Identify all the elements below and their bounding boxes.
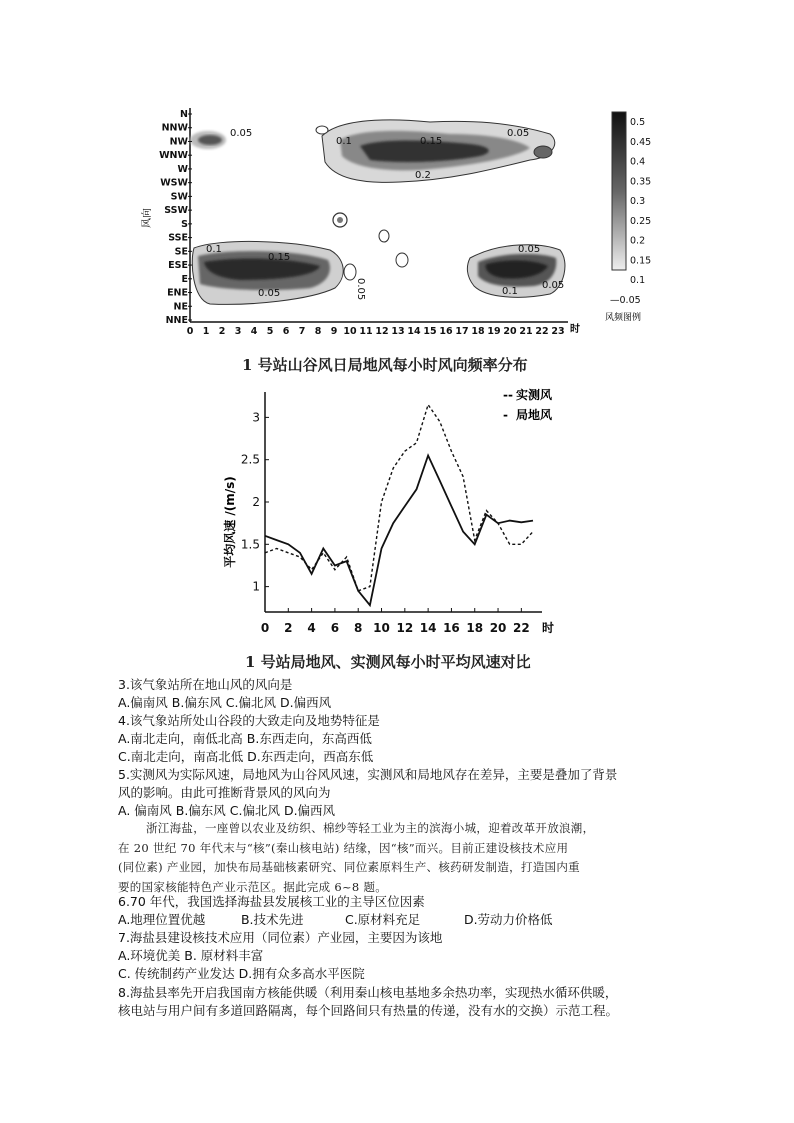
contour-label: 0.1 bbox=[502, 286, 518, 297]
question-7-options-2: C. 传统制药产业发达 D.拥有众多高水平医院 bbox=[118, 966, 365, 981]
question-5-line-1: 5.实测风为实际风速，局地风为山谷风风速，实测风和局地风存在差异，主要是叠加了背景 bbox=[118, 767, 618, 782]
x-unit: 时 bbox=[542, 621, 555, 635]
question-7: 7.海盐县建设核技术应用（同位素）产业园，主要因为该地 bbox=[118, 930, 443, 945]
y-tick-label: 2.5 bbox=[240, 452, 260, 467]
question-4-options-1: A.南北走向，南低北高 B.东西走向，东高西低 bbox=[118, 731, 372, 746]
y-tick-label: 2 bbox=[252, 495, 260, 509]
figure1-caption: 1 号站山谷风日局地风每小时风向频率分布 bbox=[242, 356, 528, 374]
legend-dashed-marker: -- bbox=[503, 388, 513, 402]
y-axis-title: 平均风速 /(m/s) bbox=[223, 476, 237, 568]
hour-tick-label: 11 bbox=[359, 326, 373, 337]
chart-title: 1 号站局地风、实测风每小时平均风速对比 bbox=[245, 653, 531, 671]
legend-value: 0.2 bbox=[630, 235, 646, 247]
x-tick-label: 20 bbox=[489, 621, 507, 635]
x-tick-label: 8 bbox=[354, 621, 363, 635]
x-tick-label: 10 bbox=[373, 621, 390, 635]
hour-tick-label: 3 bbox=[234, 326, 242, 337]
hour-tick-label: 5 bbox=[266, 326, 274, 337]
hour-tick-label: 21 bbox=[519, 326, 533, 337]
question-8-line-1: 8.海盐县率先开启我国南方核能供暖（利用秦山核电基地多余热功率，实现热水循环供暖， bbox=[118, 985, 618, 1000]
legend-value: 0.1 bbox=[630, 275, 646, 287]
hour-tick-label: 0 bbox=[186, 326, 194, 337]
x-tick-label: 14 bbox=[419, 621, 437, 635]
passage-line: 要的国家核能特色产业示范区。据此完成 6~8 题。 bbox=[118, 879, 388, 894]
x-tick-label: 16 bbox=[443, 621, 460, 635]
direction-tick-label: SE bbox=[174, 246, 188, 258]
y-tick-label: 1 bbox=[252, 579, 260, 594]
direction-tick-label: ENE bbox=[167, 287, 188, 299]
x-tick-label: 22 bbox=[512, 621, 530, 635]
hour-tick-label: 1 bbox=[202, 326, 210, 337]
wind-speed-line-chart bbox=[220, 382, 580, 642]
question-3-options: A.偏南风 B.偏东风 C.偏北风 D.偏西风 bbox=[118, 695, 332, 710]
question-5-line-2: 风的影响。由此可推断背景风的风向为 bbox=[118, 785, 331, 800]
question-4-options-2: C.南北走向，南高北低 D.东西走向，西高东低 bbox=[118, 749, 374, 764]
x-tick-label: 2 bbox=[284, 621, 293, 635]
direction-tick-label: ESE bbox=[168, 260, 188, 272]
contour-label: 0.05 bbox=[230, 128, 253, 139]
hour-tick-label: 19 bbox=[487, 326, 501, 337]
legend-value: 0.4 bbox=[630, 156, 646, 168]
hour-tick-label: 22 bbox=[535, 326, 549, 337]
legend bbox=[605, 112, 651, 323]
hour-tick-label: 6 bbox=[282, 326, 290, 337]
hour-tick-label: 4 bbox=[250, 326, 258, 337]
direction-tick-label: NNW bbox=[161, 122, 188, 134]
hour-tick-label: 18 bbox=[471, 326, 485, 337]
direction-tick-label: WSW bbox=[160, 177, 188, 189]
hour-tick-label: 14 bbox=[407, 326, 421, 337]
contour-label: 0.1 bbox=[336, 136, 352, 147]
contour-label: 0.05 bbox=[258, 288, 281, 299]
hour-tick-label: 15 bbox=[423, 326, 437, 337]
wind-frequency-figure bbox=[130, 100, 690, 340]
question-4: 4.该气象站所处山谷段的大致走向及地势特征是 bbox=[118, 713, 380, 728]
hour-tick-label: 23 bbox=[551, 326, 565, 337]
hour-tick-label: 8 bbox=[314, 326, 322, 337]
x-tick-label: 12 bbox=[396, 621, 414, 635]
hour-tick-label: 2 bbox=[218, 326, 226, 337]
contour-label: 0.1 bbox=[206, 244, 222, 255]
contour-label: 0.05 bbox=[542, 280, 565, 291]
legend-series-2: 局地风 bbox=[516, 408, 553, 422]
y-tick-label: 3 bbox=[252, 410, 260, 425]
x-tick-label: 4 bbox=[307, 621, 316, 635]
direction-tick-label: WNW bbox=[159, 150, 188, 162]
option-d: D.劳动力价格低 bbox=[463, 912, 553, 927]
option-a: A.地理位置优越 bbox=[118, 912, 206, 927]
question-3: 3.该气象站所在地山风的风向是 bbox=[118, 677, 293, 692]
direction-tick-label: NNE bbox=[165, 315, 188, 326]
direction-tick-label: NW bbox=[169, 136, 188, 148]
passage-line: 在 20 世纪 70 年代末与“核”(秦山核电站) 结缘，因“核”而兴。目前正建设核技术应用 bbox=[118, 840, 569, 855]
legend-value: 0.3 bbox=[630, 196, 646, 208]
series-line-local bbox=[265, 456, 533, 606]
x-tick-label: 6 bbox=[330, 621, 340, 635]
question-6: 6.70 年代，我国选择海盐县发展核工业的主导区位因素 bbox=[118, 894, 425, 909]
direction-tick-label: W bbox=[177, 163, 188, 175]
direction-tick-label: SSE bbox=[168, 232, 188, 244]
hour-tick-label: 12 bbox=[375, 326, 389, 337]
question-8-line-2: 核电站与用户间有多道回路隔离，每个回路间只有热量的传递，没有水的交换）示范工程。 bbox=[118, 1003, 619, 1018]
legend-title: 风频图例 bbox=[605, 313, 642, 323]
hour-tick-label: 9 bbox=[330, 326, 338, 337]
legend-solid-marker: - bbox=[503, 408, 508, 422]
hour-tick-label: 16 bbox=[439, 326, 453, 337]
hour-tick-label: 13 bbox=[391, 326, 405, 337]
contour-label: 0.15 bbox=[268, 252, 291, 263]
hour-tick-label: 20 bbox=[503, 326, 517, 337]
passage-line: 浙江海盐，一座曾以农业及纺织、棉纱等轻工业为主的滨海小城，迎着改革开放浪潮， bbox=[146, 821, 595, 835]
option-c: C.原材料充足 bbox=[344, 912, 421, 927]
passage-line: (同位素) 产业园，加快布局基础核素研究、同位素原料生产、核药研发制造，打造国内重 bbox=[118, 860, 580, 874]
legend-value: 0.25 bbox=[630, 215, 652, 227]
option-b: B.技术先进 bbox=[240, 912, 304, 927]
contour-label: 0.05 bbox=[518, 244, 541, 255]
direction-tick-label: N bbox=[180, 109, 188, 120]
hour-tick-label: 10 bbox=[343, 326, 357, 337]
contour-label: 0.05 bbox=[355, 278, 366, 301]
passage bbox=[118, 819, 688, 897]
direction-tick-label: SW bbox=[170, 191, 188, 203]
direction-axis-title: 风向 bbox=[142, 208, 153, 228]
legend-series-1: 实测风 bbox=[516, 388, 553, 402]
hour-tick-label: 17 bbox=[455, 326, 469, 337]
line-legend bbox=[503, 387, 553, 422]
contour-label: 0.2 bbox=[415, 170, 431, 181]
legend-value: 0.15 bbox=[630, 255, 652, 267]
question-5-options: A. 偏南风 B.偏东风 C.偏北风 D.偏西风 bbox=[118, 803, 336, 818]
question-7-options-1: A.环境优美 B. 原材料丰富 bbox=[118, 948, 264, 963]
contour-label: 0.15 bbox=[420, 136, 443, 147]
direction-tick-label: E bbox=[181, 273, 188, 285]
direction-tick-label: NE bbox=[173, 301, 188, 313]
legend-value: 0.35 bbox=[630, 176, 652, 188]
hour-unit: 时 bbox=[570, 324, 580, 335]
direction-tick-label: SSW bbox=[164, 205, 188, 217]
y-tick-label: 1.5 bbox=[240, 537, 260, 552]
direction-tick-label: S bbox=[181, 218, 188, 230]
question-6-options bbox=[118, 911, 553, 928]
legend-value: —0.05 bbox=[610, 295, 641, 306]
legend-value: 0.5 bbox=[630, 117, 646, 128]
x-tick-label: 18 bbox=[466, 621, 484, 635]
legend-value: 0.45 bbox=[630, 136, 652, 148]
contour-label: 0.05 bbox=[507, 128, 530, 139]
x-tick-label: 0 bbox=[260, 621, 270, 635]
hour-tick-label: 7 bbox=[298, 326, 306, 337]
